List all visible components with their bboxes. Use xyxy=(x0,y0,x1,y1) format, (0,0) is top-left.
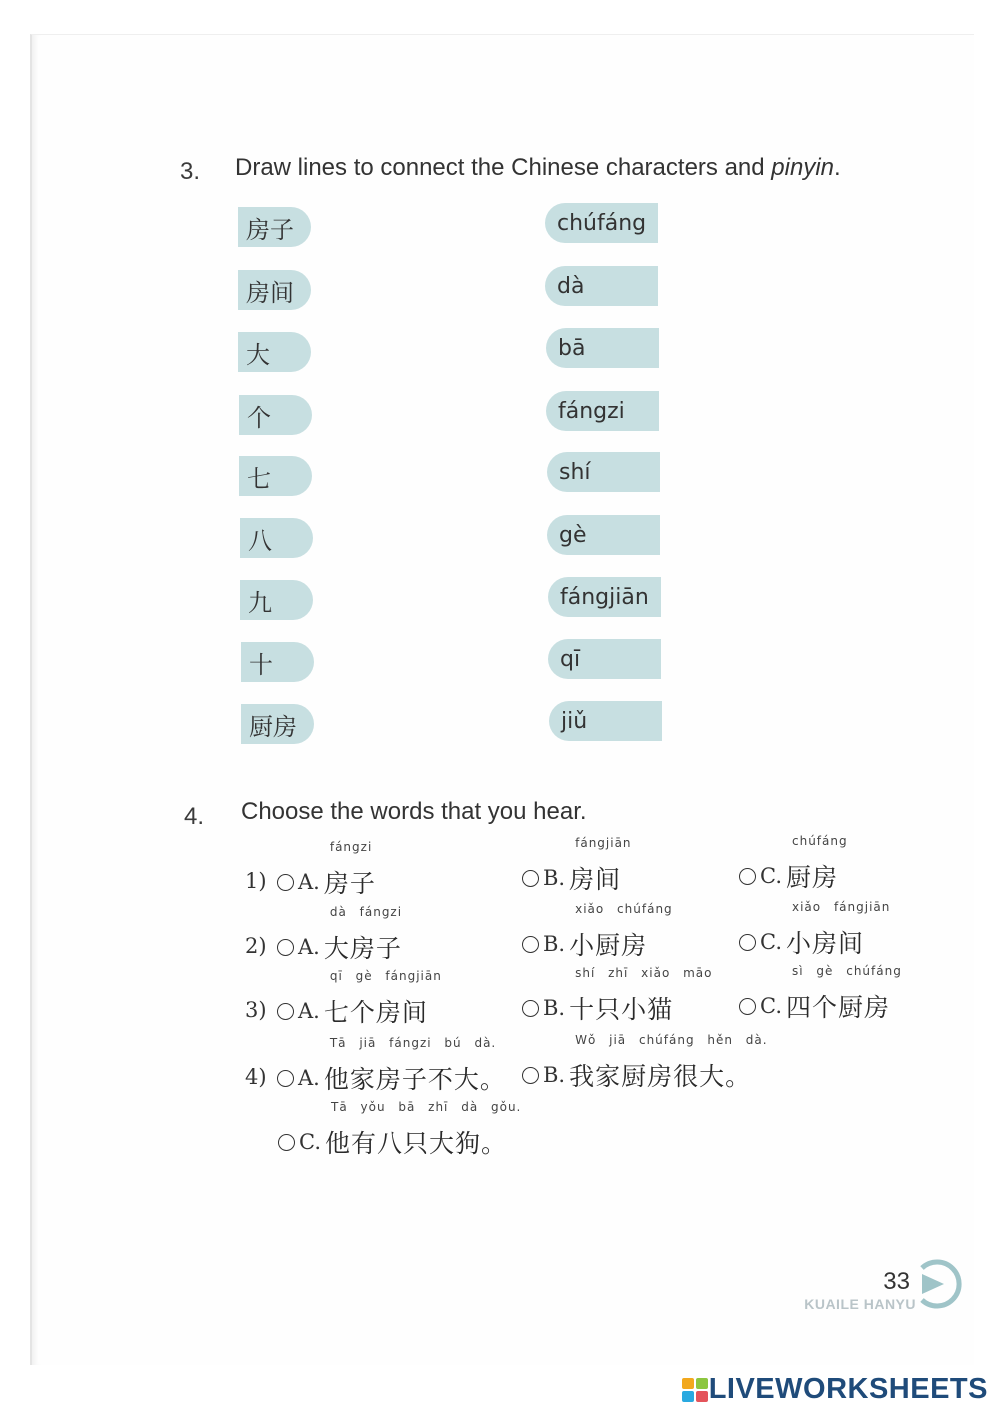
option-characters: 四个厨房 xyxy=(786,993,891,1022)
question-number: 1) xyxy=(245,869,267,893)
character-item[interactable] xyxy=(241,704,314,744)
radio-button[interactable] xyxy=(522,870,539,887)
option-letter: C. xyxy=(760,864,782,888)
option-word xyxy=(323,905,403,965)
pinyin-label: shí xyxy=(559,459,591,485)
character-label: 大 xyxy=(246,340,270,369)
option-characters: 他有八只大狗。 xyxy=(325,1129,508,1158)
question-number: 2) xyxy=(245,934,267,958)
question-number: 4) xyxy=(245,1065,267,1089)
option-word xyxy=(569,966,713,1026)
pinyin-label: chúfáng xyxy=(557,210,647,236)
option-pinyin: sì gè chúfáng xyxy=(792,964,902,978)
pinyin-label: gè xyxy=(559,522,587,548)
character-item[interactable] xyxy=(240,580,313,620)
pinyin-label: dà xyxy=(557,273,585,299)
character-item[interactable] xyxy=(239,395,312,435)
option-word xyxy=(323,1036,506,1096)
option-pinyin: Tā jiā fángzi bú dà. xyxy=(329,1036,497,1050)
option-word xyxy=(323,840,376,900)
pinyin-item[interactable] xyxy=(546,391,659,431)
option-letter: A. xyxy=(298,870,320,894)
character-item[interactable] xyxy=(240,518,313,558)
character-label: 房间 xyxy=(246,278,294,307)
pinyin-label: fángzi xyxy=(558,398,625,424)
option-word xyxy=(325,1100,522,1160)
pinyin-item[interactable] xyxy=(548,639,661,679)
answer-option[interactable] xyxy=(522,836,632,896)
radio-button[interactable] xyxy=(277,874,294,891)
q3-number: 3. xyxy=(180,158,201,185)
q4-number: 4. xyxy=(184,803,205,830)
character-item[interactable] xyxy=(241,642,314,682)
pinyin-item[interactable] xyxy=(548,577,661,617)
option-letter: C. xyxy=(299,1130,321,1154)
character-item[interactable] xyxy=(238,270,311,310)
option-characters: 大房子 xyxy=(323,934,402,963)
character-label: 七 xyxy=(247,464,271,493)
option-pinyin: Tā yǒu bā zhī dà gǒu. xyxy=(331,1100,522,1114)
radio-button[interactable] xyxy=(739,934,756,951)
answer-option[interactable] xyxy=(522,966,713,1026)
option-characters: 房子 xyxy=(323,869,376,898)
liveworksheets-logo-icon xyxy=(681,1377,709,1403)
radio-button[interactable] xyxy=(739,998,756,1015)
answer-option[interactable] xyxy=(278,1100,522,1160)
character-label: 房子 xyxy=(246,215,294,244)
pinyin-label: jiǔ xyxy=(561,708,588,734)
character-label: 厨房 xyxy=(249,712,297,741)
answer-option[interactable] xyxy=(277,840,376,900)
option-word xyxy=(569,1033,768,1093)
answer-option[interactable] xyxy=(739,834,848,894)
q3-instruction xyxy=(235,154,841,182)
radio-button[interactable] xyxy=(277,939,294,956)
character-label: 八 xyxy=(248,526,272,555)
answer-option[interactable] xyxy=(739,964,902,1024)
character-item[interactable] xyxy=(238,207,311,247)
option-characters: 小厨房 xyxy=(569,931,648,960)
option-letter: B. xyxy=(543,996,566,1020)
option-characters: 十只小猫 xyxy=(569,995,674,1024)
book-brand: KUAILE HANYU xyxy=(804,1296,916,1312)
answer-option[interactable] xyxy=(739,900,891,960)
next-arrow-icon xyxy=(912,1258,964,1310)
question-number: 3) xyxy=(245,998,267,1022)
option-pinyin: shí zhī xiǎo māo xyxy=(575,966,713,980)
radio-button[interactable] xyxy=(522,1067,539,1084)
radio-button[interactable] xyxy=(277,1003,294,1020)
q3-instruction-text: Draw lines to connect the Chinese characters and xyxy=(235,154,772,181)
q3-instruction-end: . xyxy=(834,154,841,181)
option-characters: 厨房 xyxy=(786,863,839,892)
answer-option[interactable] xyxy=(522,1033,768,1093)
option-pinyin: dà fángzi xyxy=(329,905,403,919)
pinyin-item[interactable] xyxy=(545,266,658,306)
option-pinyin: qī gè fángjiān xyxy=(329,969,442,983)
option-characters: 小房间 xyxy=(786,929,865,958)
pinyin-item[interactable] xyxy=(547,452,660,492)
character-label: 个 xyxy=(247,403,271,432)
option-word xyxy=(323,969,442,1029)
pinyin-item[interactable] xyxy=(545,203,658,243)
pinyin-item[interactable] xyxy=(546,328,659,368)
answer-option[interactable] xyxy=(277,969,442,1029)
option-letter: B. xyxy=(543,866,566,890)
character-item[interactable] xyxy=(238,332,311,372)
option-letter: A. xyxy=(298,999,320,1023)
liveworksheets-watermark xyxy=(681,1373,988,1406)
option-pinyin: xiǎo fángjiān xyxy=(792,900,891,914)
radio-button[interactable] xyxy=(278,1134,295,1151)
option-characters: 房间 xyxy=(569,865,622,894)
pinyin-label: fángjiān xyxy=(560,584,649,610)
option-pinyin: xiǎo chúfáng xyxy=(575,902,673,916)
option-word xyxy=(786,834,848,894)
option-characters: 我家厨房很大。 xyxy=(569,1062,752,1091)
option-pinyin: fángzi xyxy=(329,840,373,854)
q4-instruction: Choose the words that you hear. xyxy=(241,798,587,825)
worksheet-page xyxy=(30,34,974,1365)
page-number: 33 xyxy=(883,1268,910,1295)
character-label: 十 xyxy=(249,650,273,679)
option-word xyxy=(569,836,632,896)
option-characters: 七个房间 xyxy=(323,998,428,1027)
option-word xyxy=(569,902,673,962)
character-item[interactable] xyxy=(239,456,312,496)
answer-option[interactable] xyxy=(522,902,673,962)
option-pinyin: chúfáng xyxy=(792,834,848,848)
option-letter: A. xyxy=(298,1066,320,1090)
pinyin-label: qī xyxy=(560,646,581,672)
radio-button[interactable] xyxy=(739,868,756,885)
option-pinyin: Wǒ jiā chúfáng hěn dà. xyxy=(575,1033,768,1047)
radio-button[interactable] xyxy=(522,1000,539,1017)
option-letter: B. xyxy=(543,932,566,956)
option-letter: C. xyxy=(760,930,782,954)
answer-option[interactable] xyxy=(277,905,403,965)
character-label: 九 xyxy=(248,588,272,617)
answer-option[interactable] xyxy=(277,1036,506,1096)
liveworksheets-text: LIVEWORKSHEETS xyxy=(708,1373,988,1405)
radio-button[interactable] xyxy=(522,936,539,953)
option-word xyxy=(786,964,902,1024)
option-pinyin: fángjiān xyxy=(575,836,632,850)
pinyin-item[interactable] xyxy=(549,701,662,741)
q3-instruction-italic: pinyin xyxy=(771,154,835,181)
option-word xyxy=(786,900,891,960)
pinyin-label: bā xyxy=(558,335,586,361)
radio-button[interactable] xyxy=(277,1070,294,1087)
option-letter: B. xyxy=(543,1063,566,1087)
option-letter: A. xyxy=(298,935,320,959)
option-letter: C. xyxy=(760,994,782,1018)
option-characters: 他家房子不大。 xyxy=(323,1065,506,1094)
pinyin-item[interactable] xyxy=(547,515,660,555)
